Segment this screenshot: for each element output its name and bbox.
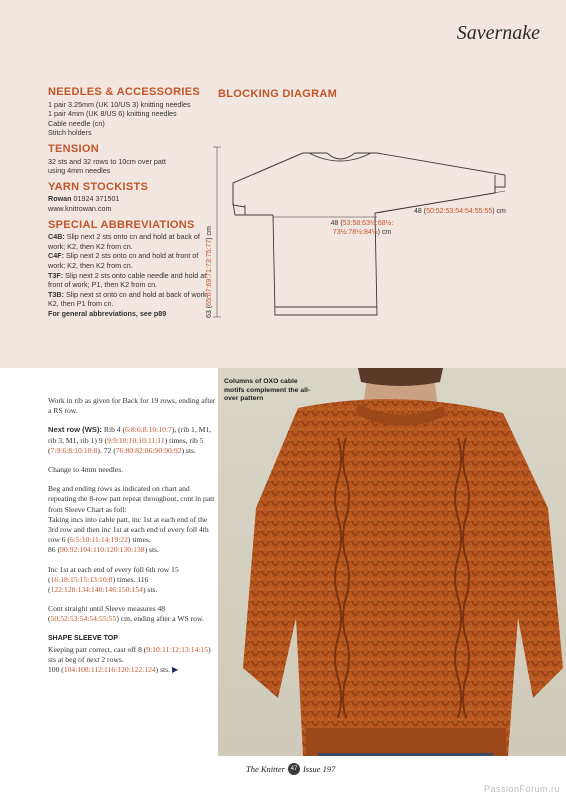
instruction-paragraph: Change to 4mm needles. (48, 465, 124, 475)
sleeve-instructions (48, 396, 216, 684)
needles-line: 1 pair 4mm (UK 8/US 6) knitting needles (48, 109, 177, 119)
general-abbreviations-note (48, 309, 213, 319)
stockist-web[interactable]: www.knitrowan.com (48, 203, 112, 213)
sweater-photo (218, 368, 566, 756)
watermark: PassionForum.ru (483, 784, 560, 794)
instruction-paragraph: Keeping patt correct, cast off 8 (9:10:11:12:13:14:15) sts at beg of next 2 rows. 100 (104:108:112:116:120:122:124) sts. ▶ (48, 644, 211, 675)
stockist-name: Rowan (48, 194, 72, 204)
needles-heading: NEEDLES & ACCESSORIES (48, 86, 200, 98)
abbreviations-section (48, 218, 213, 319)
continue-arrow-icon[interactable]: ▶ (171, 665, 179, 675)
abbreviations-heading: SPECIAL ABBREVIATIONS (48, 218, 195, 231)
magazine-name: The Knitter (246, 764, 285, 774)
general-abbreviations-text: For general abbreviations, see p89 (48, 308, 167, 318)
neckband-line (309, 153, 371, 161)
chest-measurement-label (302, 219, 422, 237)
abbreviation-term: C4F: (48, 251, 64, 261)
shape-sleeve-top-heading: SHAPE SLEEVE TOP (48, 634, 118, 642)
page-number: 47 (288, 763, 300, 775)
chest-sizes: 53:58:63½:68½: (342, 220, 394, 227)
left-sleeve-outline (233, 153, 303, 207)
pattern-title: Savernake (456, 22, 540, 44)
tension-heading: TENSION (48, 142, 99, 155)
abbreviation-text: Slip next 2 sts onto cable needle and hold at front of work; P1, then K2 from cn. (48, 270, 207, 290)
blocking-diagram-heading: BLOCKING DIAGRAM (218, 88, 338, 100)
chest-sizes-2: 73½:78½:84½ (332, 229, 378, 236)
needles-line: 1 pair 3.25mm (UK 10/US 3) knitting needles (48, 99, 191, 109)
stockist-contact (48, 194, 213, 204)
length-unit: ) cm (206, 226, 213, 240)
length-sizes: 65:67:69:71:73:75:77 (206, 239, 213, 306)
needles-line: Stitch holders (48, 128, 92, 138)
instruction-paragraph: Beg and ending rows as indicated on chart and repeating the 8-row patt repeat throughout, cont in patt from Sleeve Chart as foll: Taking incs into cable patt, inc 1st at each end of the 3rd row and then inc 1st at each end of every foll 4th row 6 (6:5:10:11:14:19:22) times. 86 (90:92:104:110:120:130:138) sts. (48, 484, 215, 555)
sweater-body (243, 399, 563, 756)
pattern-info-column (48, 88, 213, 325)
tension-section (48, 142, 213, 176)
abbreviation-text: Slip next 2 sts onto cn and hold at front of work; K2, then K2 from cn. (48, 251, 199, 270)
sleeve-measurement-label (414, 207, 506, 216)
issue-number: Issue 197 (302, 764, 336, 774)
photo-caption: Columns of OXO cable motifs complement the all-over pattern (224, 378, 311, 403)
needles-line: Cable needle (cn) (48, 118, 105, 128)
tension-line: using 4mm needles (48, 166, 111, 176)
sleeve-unit: ) cm (492, 208, 506, 215)
abbreviation-text: Slip next st onto cn and hold at back of work; K2, then P1 from cn. (48, 289, 209, 309)
sleeve-sizes: 50:52:53:54:54:55:55 (426, 208, 493, 215)
length-measurement-label (205, 226, 297, 327)
tension-line: 32 sts and 32 rows to 10cm over patt (48, 156, 166, 166)
abbreviation-text: Slip next 2 sts onto cn and hold at back of work; K2, then K2 from cn. (48, 232, 200, 251)
abbreviation-item (48, 290, 213, 309)
chest-unit: ) cm (377, 229, 392, 236)
instruction-paragraph: Inc 1st at each end of every foll 6th row 15 (16:18:15:15:13:10:8) times. 116 (122:128:134:140:146:150:154) sts. (48, 564, 179, 595)
chest-base: 48 ( (330, 220, 343, 227)
abbreviation-term: T3F: (48, 270, 64, 280)
stockists-section (48, 180, 213, 214)
abbreviation-term: C4B: (48, 232, 65, 242)
needles-section (48, 88, 213, 138)
abbreviation-item (48, 232, 213, 251)
instruction-label: Next row (WS): (48, 425, 102, 435)
stockist-phone: 01924 371501 (71, 194, 120, 204)
abbreviation-item (48, 271, 213, 290)
length-base: 63 ( (206, 305, 213, 318)
abbreviation-item (48, 251, 213, 270)
stockists-heading: YARN STOCKISTS (48, 180, 149, 193)
abbreviation-term: T3B: (48, 289, 64, 299)
page-footer (246, 763, 335, 775)
instruction-paragraph: Next row (WS): Rib 4 (6:8:6:8:10:10:7), (rib 1, M1, rib 3, M1, rib 1) 9 (9:9:10:10:10:11:11) times, rib 5 (7:9:6:8:10:10:8). 72 (76:80:82:86:90:90:92) sts. (48, 425, 212, 455)
instruction-paragraph: Work in rib as given for Back for 19 rows, ending after a RS row. (48, 396, 216, 416)
model-hair (358, 368, 443, 386)
sleeve-base: 48 ( (414, 208, 427, 215)
instruction-paragraph: Cont straight until Sleeve measures 48 (50:52:53:54:54:55:55) cm, ending after a WS row. (48, 604, 204, 624)
